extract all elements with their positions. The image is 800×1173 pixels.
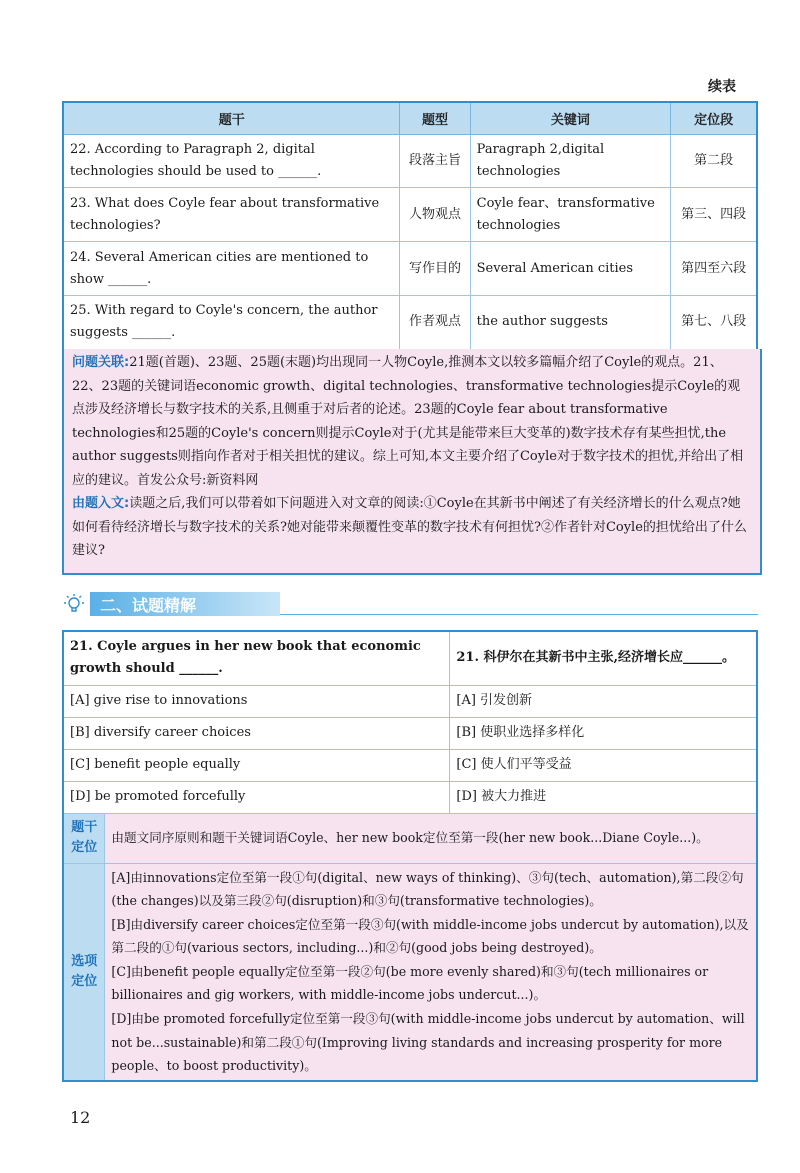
table-row xyxy=(63,242,757,296)
header-type: 题型 xyxy=(400,102,470,135)
stem-location-row xyxy=(63,813,757,863)
table-row xyxy=(63,135,757,188)
table-row xyxy=(63,296,757,350)
option-location-item: [D]由be promoted forcefully定位至第一段③句(with middle-income jobs undercut by automation、will not be...sustainable)和第二段①句(Improving living standards and increasing prosperity for more people、to boost productivity)。 xyxy=(111,1011,745,1074)
section-header xyxy=(62,592,758,616)
question-stem-en: 21. Coyle argues in her new book that economic growth should ______. xyxy=(63,631,450,685)
row-keywords: the author suggests xyxy=(470,296,671,350)
option-row xyxy=(63,717,757,749)
option-location-label: 选项定位 xyxy=(63,863,105,1081)
header-keywords: 关键词 xyxy=(470,102,671,135)
header-location: 定位段 xyxy=(671,102,757,135)
row-type: 作者观点 xyxy=(400,296,470,350)
page-number: 12 xyxy=(70,1108,91,1127)
reading-guide-paragraph xyxy=(72,492,752,563)
question-link-text: 21题(首题)、23题、25题(末题)均出现同一人物Coyle,推测本文以较多篇幅介绍了Coyle的观点。21、22、23题的关键词语economic growth、digital technologies、transformative technologies提示Coyle的观点涉及经济增长与数字技术的关系,且侧重于对后者的论述。23题的Coyle fear about transformative technologies和25题的Coyle's concern则提示Coyle对于(尤其是能带来巨大变革的)数字技术存有某些担忧,the author suggests则指向作者对于相关担忧的建议。综上可知,本文主要介绍了Coyle对于数字技术的担忧,并给出了相应的建议。首发公众号:新资料网 xyxy=(72,355,744,488)
option-c-en: [C] benefit people equally xyxy=(63,749,450,781)
continued-label: 续表 xyxy=(708,79,736,95)
table-row xyxy=(63,188,757,242)
option-location-row xyxy=(63,863,757,1081)
header-stem: 题干 xyxy=(63,102,400,135)
option-row xyxy=(63,781,757,813)
option-d-zh: [D] 被大力推进 xyxy=(450,781,757,813)
lightbulb-icon xyxy=(62,592,86,616)
option-location-content xyxy=(105,863,757,1081)
stem-location-text: 由题文同序原则和题干关键词语Coyle、her new book定位至第一段(her new book...Diane Coyle...)。 xyxy=(105,813,757,863)
row-location: 第七、八段 xyxy=(671,296,757,350)
option-row xyxy=(63,685,757,717)
row-stem: 23. What does Coyle fear about transformative technologies? xyxy=(63,188,400,242)
option-row xyxy=(63,749,757,781)
option-b-en: [B] diversify career choices xyxy=(63,717,450,749)
option-c-zh: [C] 使人们平等受益 xyxy=(450,749,757,781)
row-location: 第二段 xyxy=(671,135,757,188)
row-location: 第四至六段 xyxy=(671,242,757,296)
question-link-label: 问题关联: xyxy=(72,355,130,370)
question-stem-row xyxy=(63,631,757,685)
row-stem: 24. Several American cities are mentioned to show ______. xyxy=(63,242,400,296)
analysis-table xyxy=(62,101,758,351)
option-a-en: [A] give rise to innovations xyxy=(63,685,450,717)
row-type: 人物观点 xyxy=(400,188,470,242)
row-type: 段落主旨 xyxy=(400,135,470,188)
option-b-zh: [B] 使职业选择多样化 xyxy=(450,717,757,749)
row-stem: 22. According to Paragraph 2, digital technologies should be used to ______. xyxy=(63,135,400,188)
option-location-item: [B]由diversify career choices定位至第一段③句(with middle-income jobs undercut by automation),以及第二段的①句(various sectors, including...)和②句(good jobs being destroyed)。 xyxy=(111,916,749,956)
row-keywords: Several American cities xyxy=(470,242,671,296)
stem-location-label: 题干定位 xyxy=(63,813,105,863)
row-stem: 25. With regard to Coyle's concern, the author suggests ______. xyxy=(63,296,400,350)
question-table xyxy=(62,630,758,1082)
option-location-item: [A]由innovations定位至第一段①句(digital、new ways of thinking)、③句(tech、automation),第二段②句(the changes)以及第三段②句(disruption)和③句(transformative technologies)。 xyxy=(111,869,744,909)
option-location-item: [C]由benefit people equally定位至第一段②句(be more evenly shared)和③句(tech millionaires or billionaires and gig workers, with middle-income jobs undercut...)。 xyxy=(111,963,709,1003)
question-link-paragraph xyxy=(72,351,752,492)
question-stem-zh: 21. 科伊尔在其新书中主张,经济增长应______。 xyxy=(450,631,757,685)
reading-guide-text: 读题之后,我们可以带着如下问题进入对文章的阅读:①Coyle在其新书中阐述了有关经济增长的什么观点?她如何看待经济增长与数字技术的关系?她对能带来颠覆性变革的数字技术有何担忧?②作者针对Coyle的担忧给出了什么建议? xyxy=(72,496,747,558)
option-d-en: [D] be promoted forcefully xyxy=(63,781,450,813)
section-title: 二、试题精解 xyxy=(100,596,197,615)
row-type: 写作目的 xyxy=(400,242,470,296)
row-keywords: Paragraph 2,digital technologies xyxy=(470,135,671,188)
reading-guide-label: 由题入文: xyxy=(72,496,130,511)
row-location: 第三、四段 xyxy=(671,188,757,242)
option-a-zh: [A] 引发创新 xyxy=(450,685,757,717)
analysis-notes xyxy=(62,349,762,575)
row-keywords: Coyle fear、transformative technologies xyxy=(470,188,671,242)
section-divider xyxy=(280,614,758,615)
